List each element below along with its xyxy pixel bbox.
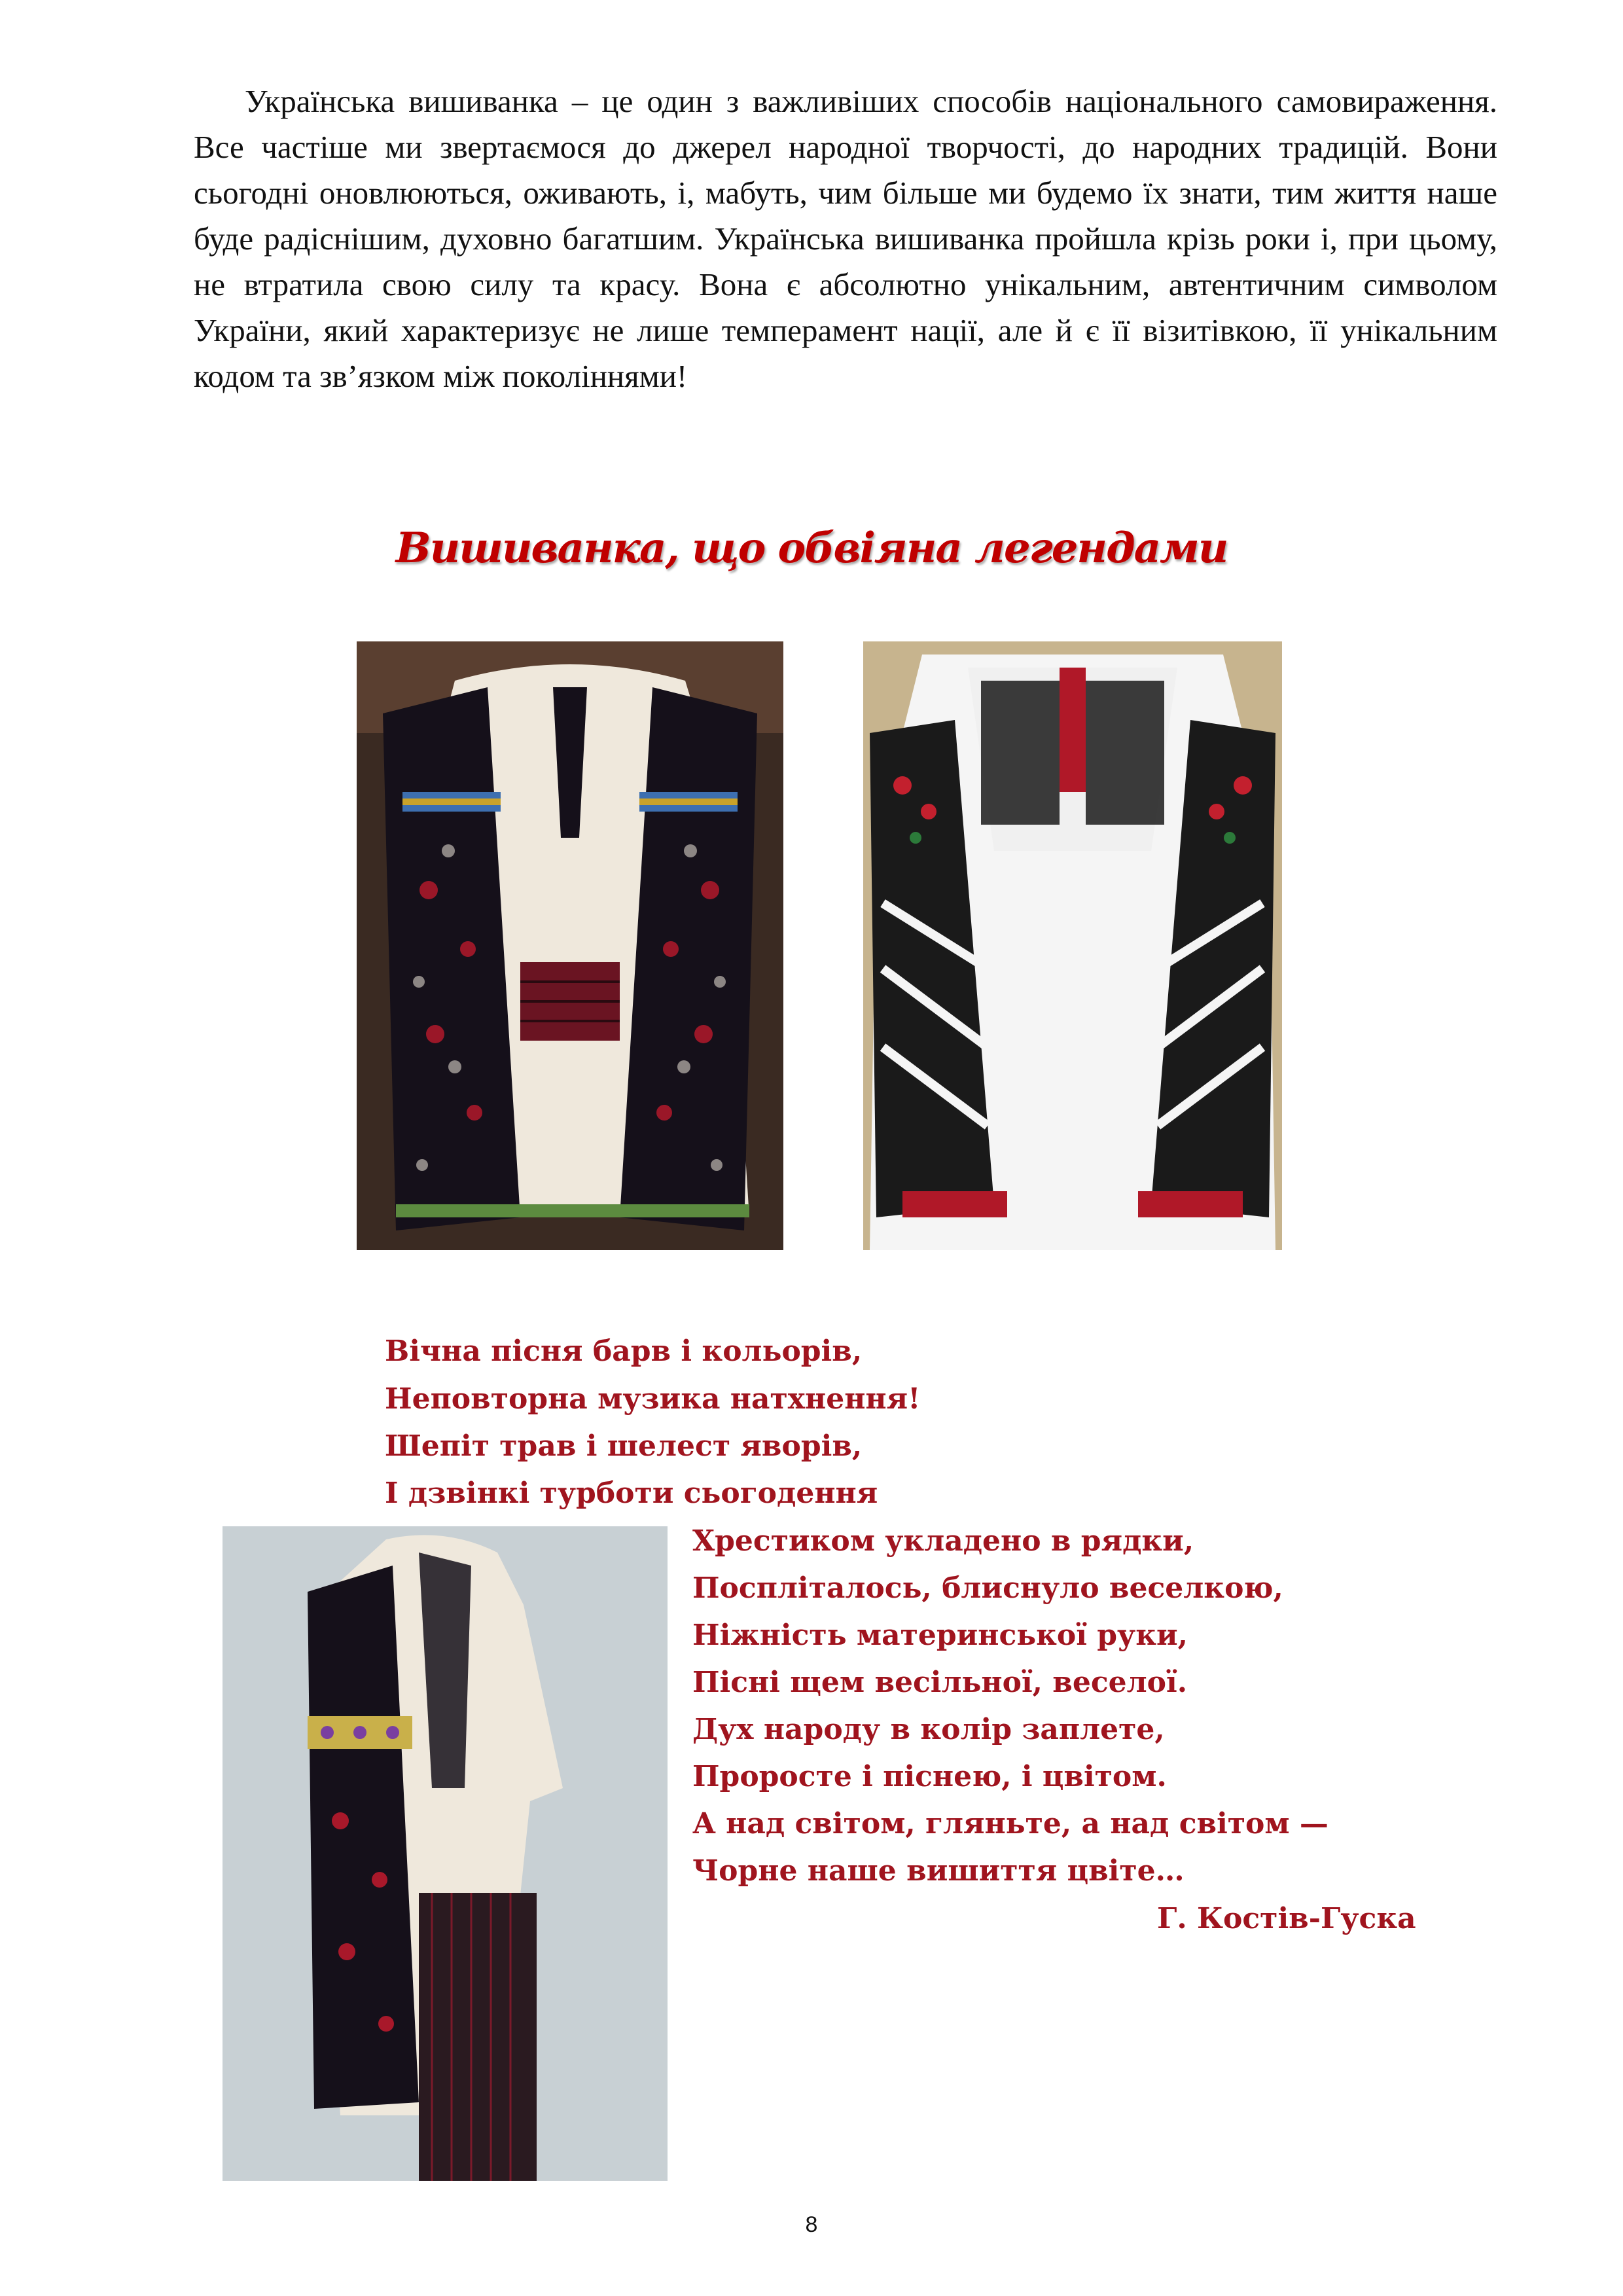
page-number: 8 [805,2212,818,2237]
poem-line: Дух народу в колір заплете, [692,1713,1165,1746]
poem-line: Ніжність материнської руки, [692,1619,1188,1652]
blouse-3-illustration [223,1526,668,2181]
blouse-2-illustration [863,641,1282,1250]
poem-line: Пісні щем весільної, веселої. [692,1666,1188,1699]
section-heading: Вишиванка, що обвіяна легендами [395,524,1228,573]
poem-line: І дзвінкі турботи сьогодення [385,1477,878,1510]
poem-line: Проросте і піснею, і цвітом. [692,1760,1167,1793]
intro-paragraph: Українська вишиванка – це один з важливіших способів національного самовираження. Все частіше ми звертаємося до джерел народної творчості, до народних традицій. Вони сьогодні оновлюються, оживають, і, мабуть, чим більше ми будемо їх знати, тим життя наше буде радіснішим, духовно багатшим. Українська вишиванка пройшла крізь роки і, при цьому, не втратила свою силу та красу. Вона є абсолютно унікальним, автентичним символом України, який характеризує не лише темперамент нації, але й є її візитівкою, її унікальним кодом та зв’язком між поколіннями! [194,83,1497,394]
blouse-1-illustration [357,641,783,1250]
poem-author: Г. Костів-Гуска [1157,1902,1416,1935]
poem-line: Поспліталось, блиснуло веселкою, [692,1571,1283,1605]
poem-line: Вічна пісня барв і кольорів, [385,1335,863,1368]
poem-line: А над світом, гляньте, а над світом — [692,1807,1329,1840]
poem-line: Чорне наше вишиття цвіте… [692,1854,1185,1888]
embroidered-blouse-photo-3 [223,1526,668,2181]
embroidered-blouse-photo-1 [357,641,783,1250]
embroidered-blouse-photo-2 [863,641,1282,1250]
poem-line: Хрестиком укладено в рядки, [692,1524,1194,1558]
poem-line: Неповторна музика натхнення! [385,1382,921,1416]
poem-line: Шепіт трав і шелест яворів, [385,1429,863,1463]
